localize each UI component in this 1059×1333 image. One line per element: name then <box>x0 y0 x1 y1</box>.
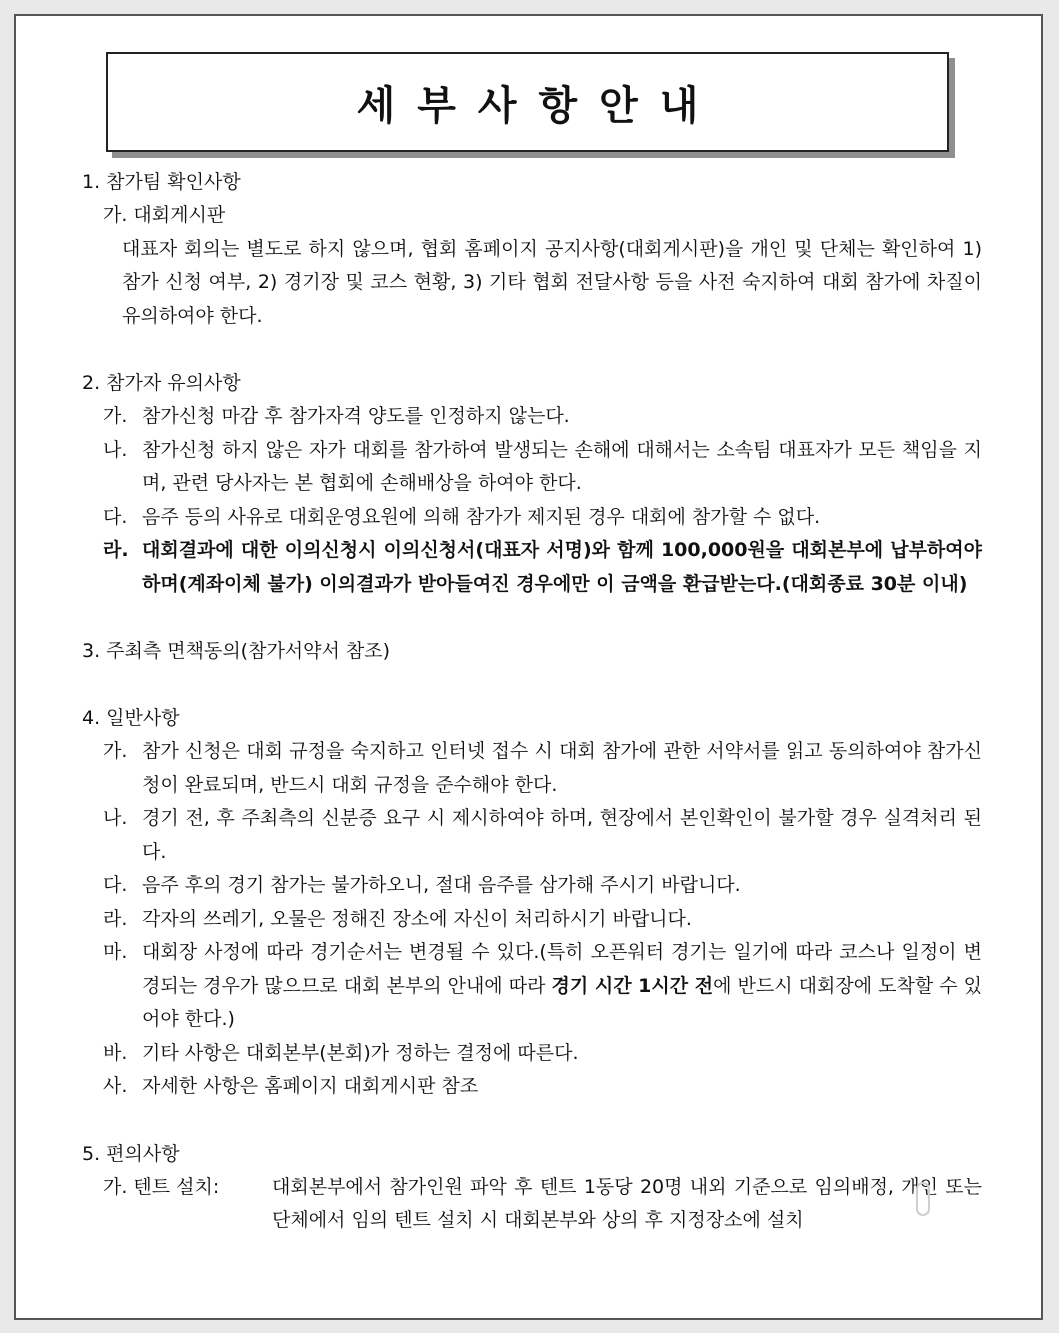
section-1-a-label: 가. 대회게시판 <box>103 204 226 226</box>
item-marker: 다. <box>103 874 128 896</box>
section-5-title: 5. 편의사항 <box>82 1142 180 1165</box>
item-marker: 사. <box>103 1075 128 1097</box>
item-text: 참가신청 마감 후 참가자격 양도를 인정하지 않는다. <box>142 405 570 427</box>
item-text: 참가신청 하지 않은 자가 대회를 참가하여 발생되는 손해에 대해서는 소속팀 대표자가 모든 책임을 지며, 관련 당사자는 본 협회에 손해배상을 하여야 한다. <box>142 438 982 494</box>
section-2-item-da <box>82 501 982 535</box>
item-marker: 라. <box>103 907 128 930</box>
item-marker: 바. <box>103 1041 128 1064</box>
tent-text: 대회본부에서 참가인원 파악 후 텐트 1동당 20명 내외 기준으로 임의배정, 개인 또는 단체에서 임의 텐트 설치 시 대회본부와 상의 후 지정장소에 설치 <box>272 1175 982 1231</box>
section-2-item-ga <box>82 400 982 434</box>
section-4-title: 4. 일반사항 <box>82 707 180 729</box>
item-text: 대회결과에 대한 이의신청시 이의신청서(대표자 서명)와 함께 100,000원을 대회본부에 납부하여야 하며(계좌이체 불가) 이의결과가 받아들여진 경우에만 이 금액을 환급받는다.(대회종료 30분 이내) <box>142 539 982 595</box>
section-1-a-text: 대표자 회의는 별도로 하지 않으며, 협회 홈페이지 공지사항(대회게시판)을 개인 및 단체는 확인하여 1) 참가 신청 여부, 2) 경기장 및 코스 현황, 3) 기타 협회 전달사항 등을 사전 숙지하여 대회 참가에 차질이 유의하여야 한다. <box>122 237 982 327</box>
item-text-pre: 대회장 사정에 따라 경기순서는 변경될 수 있다.(특히 오픈워터 경기는 일기에 따라 코스나 일정이 변경되는 경우가 많으므로 대회 본부의 안내에 따라 <box>142 941 982 997</box>
item-text-emphasis: 경기 시간 1시간 전 <box>551 974 714 997</box>
section-4-item-ma <box>82 936 982 1037</box>
paperclip-icon <box>916 1182 930 1216</box>
section-4-item-ga <box>82 735 982 802</box>
item-marker: 나. <box>103 438 128 461</box>
title-banner <box>106 52 949 152</box>
item-text: 자세한 사항은 홈페이지 대회게시판 참조 <box>142 1075 479 1097</box>
item-marker: 나. <box>103 807 128 829</box>
section-4-item-sa <box>82 1070 982 1104</box>
tent-label: 가. 텐트 설치: <box>103 1175 220 1198</box>
section-3-title: 3. 주최측 면책동의(참가서약서 참조) <box>82 640 391 662</box>
item-text: 음주 후의 경기 참가는 불가하오니, 절대 음주를 삼가해 주시기 바랍니다. <box>142 874 741 896</box>
section-2-title: 2. 참가자 유의사항 <box>82 372 241 394</box>
item-text: 음주 등의 사유로 대회운영요원에 의해 참가가 제지된 경우 대회에 참가할 수 없다. <box>142 505 821 528</box>
item-marker: 다. <box>103 505 128 528</box>
section-4-item-ra <box>82 903 982 937</box>
document-body <box>82 166 982 1238</box>
item-marker: 가. <box>103 405 128 427</box>
item-marker: 라. <box>103 539 129 561</box>
item-text: 각자의 쓰레기, 오물은 정해진 장소에 자신이 처리하시기 바랍니다. <box>142 907 692 930</box>
item-text-post: 에 반드시 대회장에 도착할 수 있어야 한다.) <box>142 974 983 1030</box>
section-5-item-tent <box>82 1171 982 1238</box>
item-text: 경기 전, 후 주최측의 신분증 요구 시 제시하여야 하며, 현장에서 본인확인이 불가할 경우 실격처리 된다. <box>142 807 982 863</box>
item-marker: 가. <box>103 740 128 762</box>
page-title: 세부사항안내 <box>106 52 949 152</box>
item-text: 참가 신청은 대회 규정을 숙지하고 인터넷 접수 시 대회 참가에 관한 서약서를 읽고 동의하여야 참가신청이 완료되며, 반드시 대회 규정을 준수해야 한다. <box>142 740 982 796</box>
item-text: 기타 사항은 대회본부(본회)가 정하는 결정에 따른다. <box>142 1041 579 1064</box>
section-1-title: 1. 참가팀 확인사항 <box>82 171 241 193</box>
section-2-item-na <box>82 434 982 501</box>
item-text <box>142 936 982 1037</box>
document-page <box>14 14 1043 1320</box>
item-marker: 마. <box>103 941 128 963</box>
section-4-item-da <box>82 869 982 903</box>
section-4-item-na <box>82 802 982 869</box>
section-4-item-ba <box>82 1037 982 1071</box>
section-2-item-ra <box>82 534 982 601</box>
